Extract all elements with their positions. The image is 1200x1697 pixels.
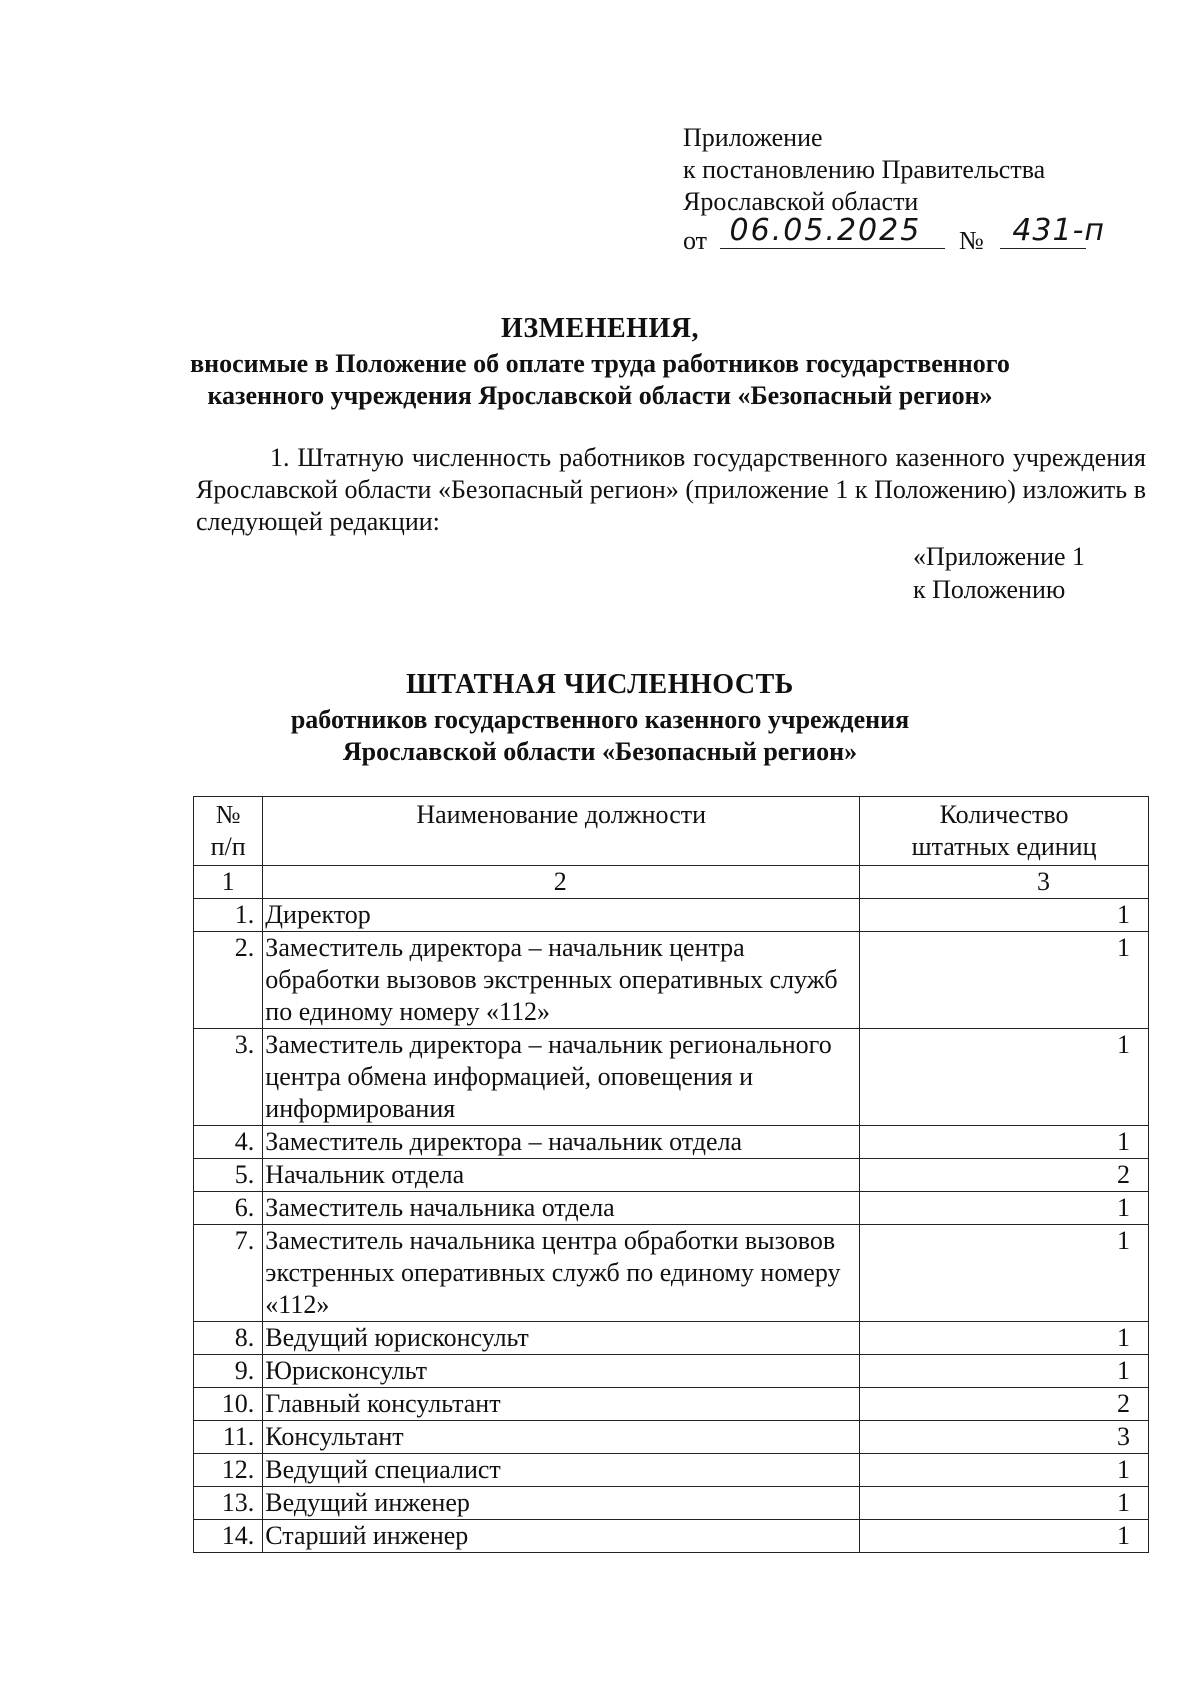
row-quantity: 1 [860,899,1149,932]
table-row [194,1029,1149,1126]
table-row [194,1192,1149,1225]
header-qty-line-1: Количество [939,800,1069,829]
appendix-line-3: Ярославской области [683,187,919,216]
table-row [194,1126,1149,1159]
row-position-name: Заместитель директора – начальник центра обработки вызовов экстренных оперативных служб по единому номеру «112» [263,932,860,1029]
appendix-1-line-2: к Положению [913,575,1066,604]
row-position-name: Ведущий инженер [263,1487,860,1520]
row-quantity: 1 [860,1225,1149,1322]
row-quantity: 1 [860,1520,1149,1553]
table-row [194,1421,1149,1454]
row-number: 3. [194,1029,263,1126]
date-blank [720,213,945,249]
header-num-line-1: № [215,800,241,829]
row-position-name: Главный консультант [263,1388,860,1421]
row-number: 13. [194,1487,263,1520]
row-quantity: 1 [860,1192,1149,1225]
table-row [194,1520,1149,1553]
date-number-row [683,213,1106,257]
header-name: Наименование должности [263,797,860,866]
staff-subheading-line-1: работников государственного казенного учреждения [290,705,910,734]
table-row [194,1454,1149,1487]
staff-subheading-line-2: Ярославской области «Безопасный регион» [342,737,858,766]
row-number: 5. [194,1159,263,1192]
row-position-name: Ведущий специалист [263,1454,860,1487]
table-row [194,1159,1149,1192]
number-blank [1000,213,1106,249]
table-header-row [194,797,1149,866]
column-number-2: 2 [263,866,860,899]
table-row [194,1225,1149,1322]
row-quantity: 1 [860,1029,1149,1126]
row-quantity: 1 [860,1454,1149,1487]
row-quantity: 1 [860,932,1149,1029]
row-quantity: 1 [860,1322,1149,1355]
column-number-3: 3 [860,866,1149,899]
main-paragraph [196,442,1146,538]
row-quantity: 3 [860,1421,1149,1454]
row-number: 7. [194,1225,263,1322]
row-number: 11. [194,1421,263,1454]
row-number: 1. [194,899,263,932]
staff-subheading [0,704,1200,768]
appendix-1-label [913,540,1085,606]
appendix-line-1: Приложение [683,123,823,152]
table-row [194,1355,1149,1388]
changes-heading: ИЗМЕНЕНИЯ, [501,313,699,344]
header-qty-line-2: штатных единиц [911,832,1097,861]
table-row [194,1487,1149,1520]
row-position-name: Заместитель директора – начальник отдела [263,1126,860,1159]
row-position-name: Старший инженер [263,1520,860,1553]
row-position-name: Консультант [263,1421,860,1454]
table-row [194,932,1149,1029]
table-row [194,1322,1149,1355]
appendix-block [683,122,1106,257]
row-position-name: Заместитель директора – начальник регионального центра обмена информацией, оповещения и информирования [263,1029,860,1126]
appendix-1-line-1: «Приложение 1 [913,542,1086,571]
changes-subheading [0,348,1200,412]
row-number: 4. [194,1126,263,1159]
changes-subheading-line-1: вносимые в Положение об оплате труда работников государственного [190,349,1010,378]
row-number: 6. [194,1192,263,1225]
row-quantity: 2 [860,1159,1149,1192]
row-position-name: Заместитель начальника центра обработки вызовов экстренных оперативных служб по единому номеру «112» [263,1225,860,1322]
row-quantity: 2 [860,1388,1149,1421]
table-row [194,1388,1149,1421]
staff-heading: ШТАТНАЯ ЧИСЛЕННОСТЬ [406,669,794,700]
row-quantity: 1 [860,1126,1149,1159]
row-quantity: 1 [860,1487,1149,1520]
column-number-row [194,866,1149,899]
row-position-name: Директор [263,899,860,932]
header-num [194,797,263,866]
header-qty [860,797,1149,866]
column-number-1: 1 [194,866,263,899]
table-row [194,899,1149,932]
row-number: 2. [194,932,263,1029]
row-quantity: 1 [860,1355,1149,1388]
number-prefix: № [959,226,984,255]
header-num-line-2: п/п [210,832,246,861]
row-number: 10. [194,1388,263,1421]
appendix-line-2: к постановлению Правительства [683,155,1046,184]
staff-table [193,796,1149,1553]
row-position-name: Начальник отдела [263,1159,860,1192]
date-prefix: от [683,226,708,255]
row-number: 8. [194,1322,263,1355]
row-number: 14. [194,1520,263,1553]
handwritten-date: 06.05.2025 [729,213,922,248]
row-position-name: Ведущий юрисконсульт [263,1322,860,1355]
handwritten-number: 431-п [1012,213,1106,248]
row-position-name: Заместитель начальника отдела [263,1192,860,1225]
row-number: 9. [194,1355,263,1388]
row-number: 12. [194,1454,263,1487]
main-paragraph-text: 1. Штатную численность работников государственного казенного учреждения Ярославской области «Безопасный регион» (приложение 1 к Положению) изложить в следующей редакции: [196,443,1146,536]
changes-subheading-line-2: казенного учреждения Ярославской области «Безопасный регион» [207,381,993,410]
row-position-name: Юрисконсульт [263,1355,860,1388]
